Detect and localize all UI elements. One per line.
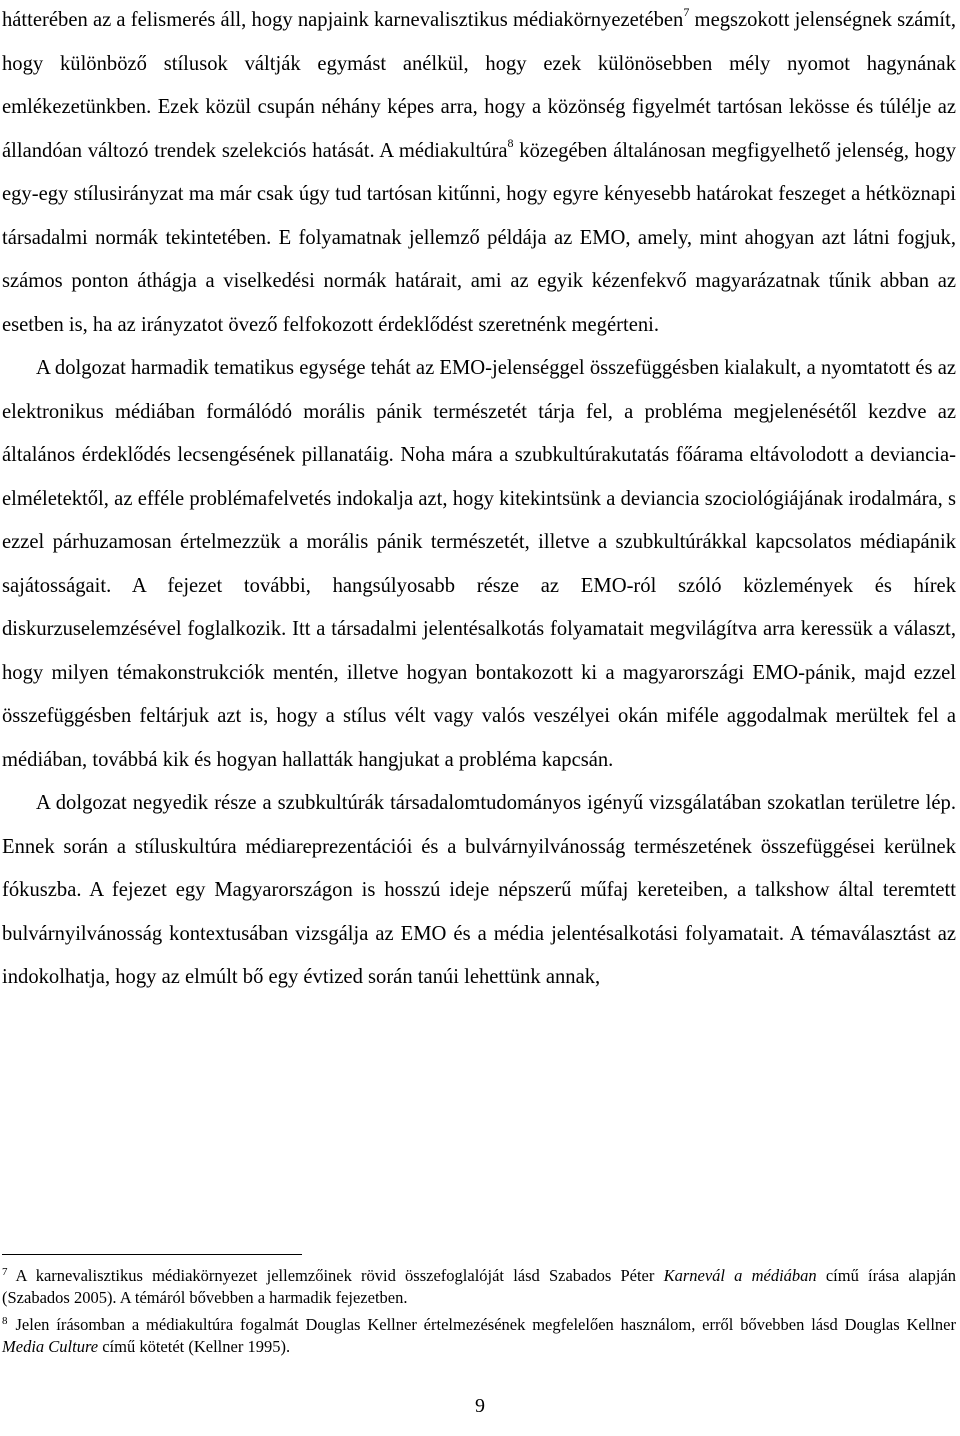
book-title: Media Culture: [2, 1336, 99, 1356]
footnote-8: [2, 1314, 956, 1357]
paragraph-3: [2, 782, 956, 1000]
text-run: A dolgozat negyedik része a szubkultúrák társadalomtudományos igényű vizsgálatában szokatlan területre lép. Ennek során a stíluskultúra médiareprezentációi és a bulvárnyilvánosság természetének összefüggései kerülnek fókuszba. A fejezet egy Magyarországon is hosszú ideje népszerű műfaj kereteiben, a talkshow által teremtett bulvárnyilvánosság kontextusában vizsgálja az EMO és a média jelentésalkotási folyamatait. A témaválasztást az indokolhatja, hogy az elmúlt bő egy évtized során tanúi lehettünk annak,: [2, 792, 956, 988]
text-run: Jelen írásomban a médiakultúra fogalmát Douglas Kellner értelmezésének megfelelően használom, erről bővebben lásd Douglas Kellner: [15, 1315, 956, 1334]
body-text: [2, 0, 956, 1000]
footnote-number: 8: [2, 1314, 8, 1327]
footnote-ref-8[interactable]: 8: [507, 135, 514, 150]
text-run: A dolgozat harmadik tematikus egysége tehát az EMO-jelenséggel összefüggésben kialakult, a nyomtatott és az elektronikus médiában formálódó morális pánik természetét tárja fel, a probléma megjelenésétől kezdve az általános érdeklődés lecsengésének pillanatáig. Noha mára a szubkultúrakutatás főárama eltávolodott a deviancia-elméletektől, az efféle problémafelvetés indokalja azt, hogy kitekintsünk a deviancia szociológiájának irodalmára, s ezzel párhuzamosan értelmezzük a morális pánik természetét, illetve a szubkultúrákkal kapcsolatos médiapánik sajátosságait. A fejezet további, hangsúlyosabb része az EMO-ról szóló közlemények és hírek diskurzuselemzésével foglalkozik. Itt a társadalmi jelentésalkotás folyamatait megvilágítva arra keressük a választ, hogy milyen témakonstrukciók mentén, illetve hogyan bontakozott ki a magyarországi EMO-pánik, majd ezzel összefüggésben feltárjuk azt is, hogy a stílus vélt vagy valós veszélyei okán miféle aggodalmak merültek fel a médiában, továbbá kik és hogyan hallatták hangjukat a probléma kapcsán.: [2, 357, 956, 771]
book-title: Karnevál a médiában: [663, 1266, 817, 1285]
paragraph-2: [2, 347, 956, 782]
footnote-number: 7: [2, 1265, 8, 1278]
text-run: A karnevalisztikus médiakörnyezet jellemzőinek rövid összefoglalóját lásd Szabados Péter: [15, 1266, 664, 1285]
text-run: megszokott jelenségnek számít, hogy különböző stílusok váltják egymást anélkül, hogy ezek különösebben mély nyomot hagynának emlékezetünkben. Ezek közül csupán néhány képes arra, hogy a közönség figyelmét tartósan lekösse és túlélje az állandóan változó trendek szelekciós hatását. A médiakultúra: [2, 9, 956, 162]
footnotes: [2, 1265, 956, 1363]
text-run: című kötetét (Kellner 1995).: [98, 1336, 291, 1356]
paragraph-1: [2, 0, 956, 347]
text-run: közegében általánosan megfigyelhető jelenség, hogy egy-egy stílusirányzat ma már csak úgy tud tartósan kitűnni, hogy egyre kényesebb határokat feszeget a hétköznapi társadalmi normák tekintetében. E folyamatnak jellemző példája az EMO, amely, mint ahogyan azt látni fogjuk, számos ponton áthágja a viselkedési normák határait, ami az egyik kézenfekvő magyarázatnak tűnik abban az esetben is, ha az irányzatot övező felfokozott érdeklődést szeretnénk megérteni.: [2, 139, 956, 336]
page-number: 9: [475, 1395, 485, 1417]
footnote-separator: [2, 1254, 302, 1255]
footnote-7: [2, 1265, 956, 1308]
text-run: című írása alapján (Szabados 2005). A témáról bővebben a harmadik fejezetben.: [2, 1266, 957, 1307]
text-run: hátterében az a felismerés áll, hogy napjaink karnevalisztikus médiakörnyezetében: [2, 9, 684, 31]
footnote-ref-7[interactable]: 7: [683, 5, 690, 20]
